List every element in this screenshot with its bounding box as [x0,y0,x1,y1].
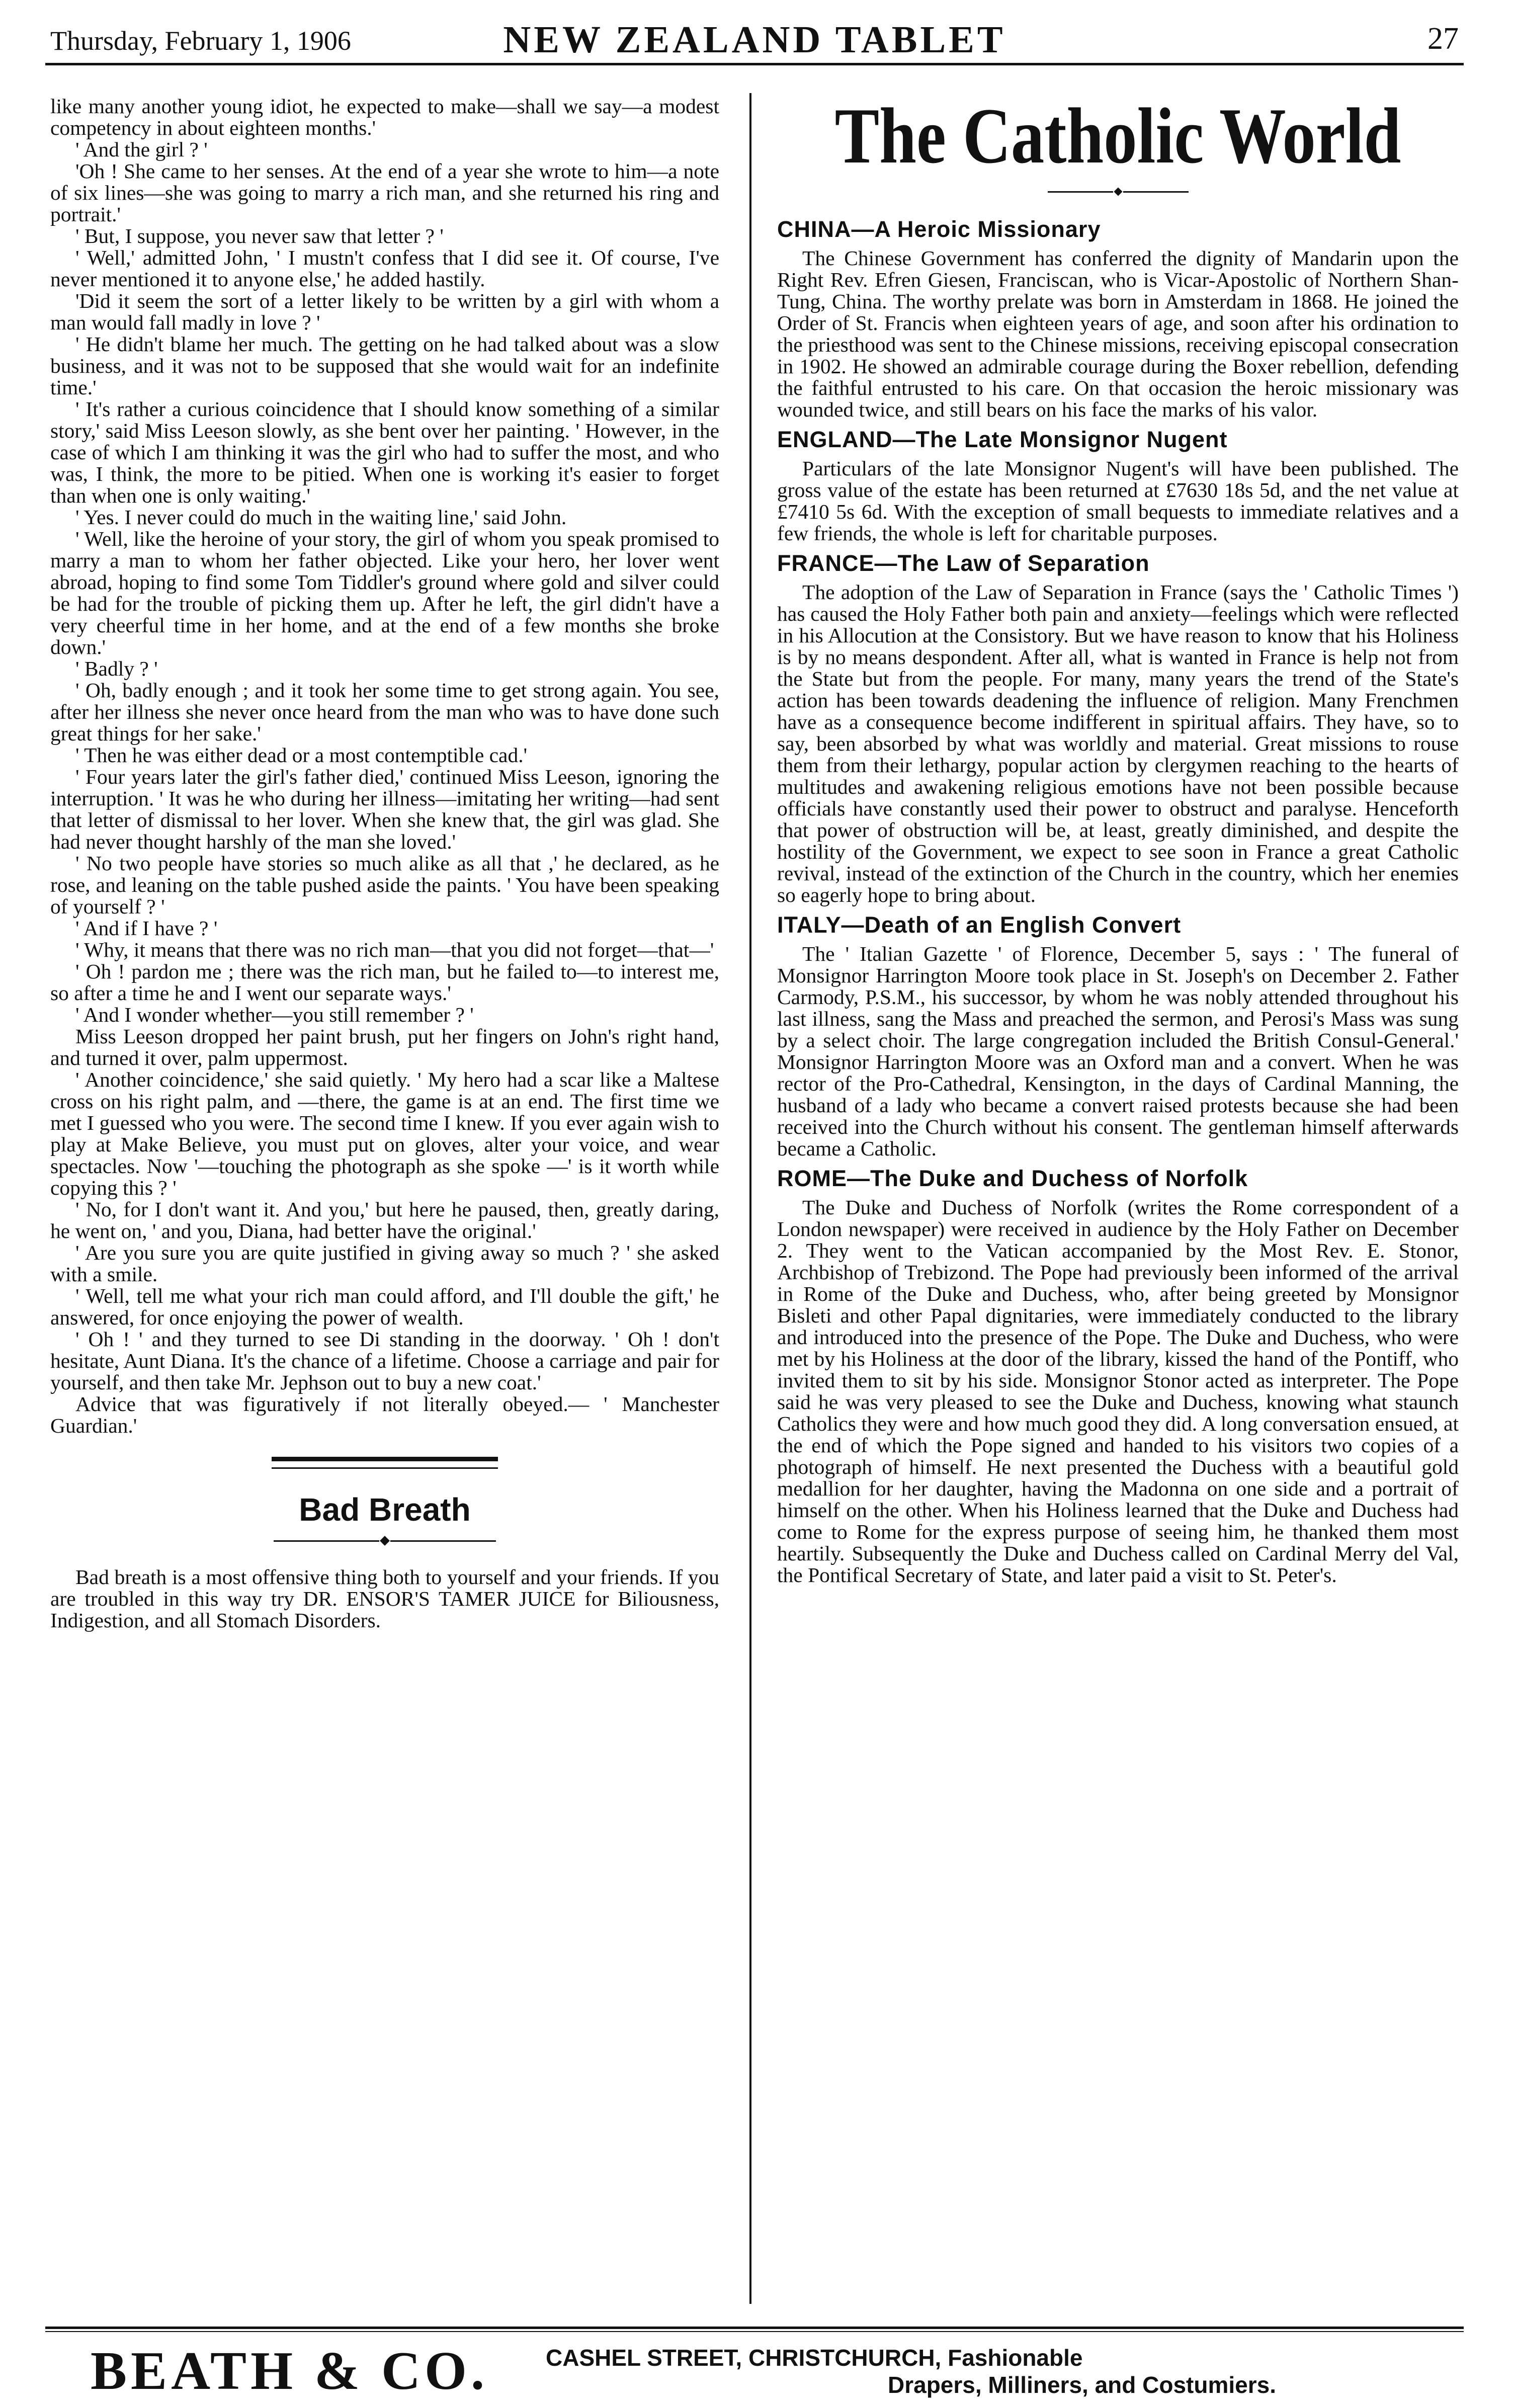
story-paragraph: Miss Leeson dropped her paint brush, put her fingers on John's right hand, and turned it over, palm uppermost. [50,1025,719,1069]
section-heading-italy: ITALY—Death of an English Convert [777,912,1182,938]
section-paragraph: The adoption of the Law of Separation in France (says the ' Catholic Times ') has caused the Holy Father both pain and anxiety—feelings which were reflected in his Allocution at the Consistory. But we have reason to know that his Holiness is by no means despondent. After all, what is wanted in France is help not from the State but from the people. For many, many years the trend of the State's action has been towards deadening the influence of religion. Many Frenchmen have as a consequence become indifferent in spiritual affairs. They have, so to say, been absorbed by what was worldly and material. Great missions to rouse them from their lethargy, popular action by clergymen reaching to the hearts of multitudes and awakening religious emotions have not been possible because officials have constantly used their power to obstruct and paralyse. Henceforth that power of obstruction will be, at least, greatly diminished, and despite the hostility of the Government, we expect to see soon in France a great Catholic revival, instead of the extinction of the Church in the country, which her enemies so eagerly hope to bring about. [777,580,1459,906]
story-paragraph: ' Oh, badly enough ; and it took her some time to get strong again. You see, after her illness she never once heard from the man who was to have done such great things for her sake.' [50,679,719,745]
page-header [45,15,1464,65]
story-paragraph: ' But, I suppose, you never saw that letter ? ' [75,224,444,247]
story-paragraph: ' And I wonder whether—you still remember ? ' [75,1003,474,1026]
section-heading-rome: ROME—The Duke and Duchess of Norfolk [777,1166,1248,1191]
story-paragraph: ' Oh ! pardon me ; there was the rich man, but he failed to—to interest me, so after a time he and I went our separate ways.' [50,960,719,1005]
footer-rule [45,2331,1464,2332]
address-line-2: Drapers, Milliners, and Costumiers. [888,2372,1277,2398]
story-text [50,96,719,1437]
story-paragraph: like many another young idiot, he expected to make—shall we say—a modest competency in about eighteen months.' [50,95,719,139]
ornament-divider [50,1532,719,1547]
masthead: NEW ZEALAND TABLET [503,19,1006,61]
story-paragraph: ' Four years later the girl's father died,' continued Miss Leeson, ignoring the interruption. ' It was he who during her illness—imitating her writing—had sent that letter of dismissal to her lover. When she knew that, the girl was glad. She had never thought harshly of the man she loved.' [50,765,719,853]
issue-date: Thursday, February 1, 1906 [50,26,351,56]
address-line-1: CASHEL STREET, CHRISTCHURCH, Fashionable [546,2345,1083,2371]
right-column [777,92,1459,2309]
left-column [50,96,719,2309]
column-divider [749,93,751,2304]
story-paragraph: ' Another coincidence,' she said quietly. ' My hero had a scar like a Maltese cross on his right palm, and —there, the game is at an end. The first time we met I guessed who you were. The second time I knew. If you ever again wish to play at Make Believe, you must put on gloves, alter your voice, and wear spectacles. Now '—touching the photograph as she spoke —' is it worth while copying this ? ' [50,1068,719,1199]
section-paragraph: Particulars of the late Monsignor Nugent's will have been published. The gross value of the estate has been returned at £7630 18s 5d, and the net value at £7410 5s 6d. With the exception of small bequests to immediate relatives and a few friends, the whole is left for charitable purposes. [777,457,1459,545]
bad-breath-title: Bad Breath [299,1491,471,1528]
section-heading-england: ENGLAND—The Late Monsignor Nugent [777,427,1228,452]
story-paragraph: ' Well, like the heroine of your story, the girl of whom you speak promised to marry a man to whom her father objected. Like your hero, her lover went abroad, hoping to find some Tom Tiddler's ground where gold and silver could be had for the trouble of picking them up. After he left, the girl didn't have a very cheerful time in her home, and at the end of a few months she broke down.' [50,527,719,658]
story-paragraph: ' Oh ! ' and they turned to see Di standing in the doorway. ' Oh ! don't hesitate, Aunt Diana. It's the chance of a lifetime. Choose a carriage and pair for yourself, and then take Mr. Jephson out to buy a new coat.' [50,1327,719,1394]
story-paragraph: ' And the girl ? ' [75,138,208,161]
story-paragraph: ' No two people have stories so much alike as all that ,' he declared, as he rose, and leaning on the table pushed aside the paints. ' You have been speaking of yourself ? ' [50,852,719,918]
story-paragraph: ' Well, tell me what your rich man could afford, and I'll double the gift,' he answered, for once enjoying the power of wealth. [50,1284,719,1329]
advertiser-address [546,2344,1300,2398]
story-paragraph: ' No, for I don't want it. And you,' but here he paused, then, greatly daring, he went on, ' and you, Diana, had better have the original.' [50,1198,719,1242]
story-paragraph: ' He didn't blame her much. The getting on he had talked about was a slow business, and it was not to be supposed that she would wait for an indefinite time.' [50,333,719,399]
story-paragraph: ' Well,' admitted John, ' I mustn't confess that I did see it. Of course, I've never mentioned it to anyone else,' he added hastily. [50,246,719,291]
catholic-world-title: The Catholic World [834,92,1401,180]
story-paragraph: Advice that was figuratively if not literally obeyed.— ' Manchester Guardian.' [50,1392,719,1437]
section-rule [272,1467,498,1469]
story-paragraph: ' Badly ? ' [75,657,158,680]
ornament-divider [777,182,1459,197]
advertiser-name: BEATH & CO. [91,2341,489,2401]
bad-breath-text: Bad breath is a most offensive thing both to yourself and your friends. If you are troubled in this way try DR. ENSOR'S TAMER JUICE for Biliousness, Indigestion, and all Stomach Disorders. [50,1565,719,1632]
story-paragraph: ' Then he was either dead or a most contemptible cad.' [75,743,528,767]
section-rule [272,1457,498,1461]
section-heading-china: CHINA—A Heroic Missionary [777,216,1101,242]
section-paragraph: The Duke and Duchess of Norfolk (writes the Rome correspondent of a London newspaper) were received in audience by the Holy Father on December 2. They went to the Vatican accompanied by the Most Rev. E. Stonor, Archbishop of Trebizond. The Pope had previously been informed of the arrival in Rome of the Duke and Duchess, who, after being greeted by Monsignor Bisleti and other Papal dignitaries, were immediately conducted to the library and introduced into the presence of the Pope. The Duke and Duchess, who were met by his Holiness at the door of the library, kissed the hand of the Pontiff, who invited them to sit by his side. Monsignor Stonor acted as interpreter. The Pope said he was very pleased to see the Duke and Duchess, knowing what staunch Catholics they were and how much good they did. A long conversation ensued, at the end of which the Pope signed and handed to his visitors two copies of a photograph of himself. He next presented the Duchess with a beautiful gold medallion for her daughter, having the Madonna on one side and a portrait of himself on the other. When his Holiness learned that the Duke and Duchess had come to Rome for the express purpose of seeing him, he thanked them most heartily. Subsequently the Duke and Duchess called on Cardinal Merry del Val, the Pontifical Secretary of State, and later paid a visit to St. Peter's. [777,1196,1459,1587]
section-paragraph: The Chinese Government has conferred the dignity of Mandarin upon the Right Rev. Efren Giesen, Franciscan, who is Vicar-Apostolic of Northern Shan-Tung, China. The worthy prelate was born in Amsterdam in 1868. He joined the Order of St. Francis when eighteen years of age, and soon after his ordination to the priesthood was sent to the Chinese missions, receiving episcopal consecration in 1902. He showed an admirable courage during the Boxer rebellion, defending the faithful entrusted to his care. On that occasion the heroic missionary was wounded twice, and still bears on his face the marks of his valor. [777,246,1459,421]
page-number: 27 [1427,22,1459,56]
story-paragraph: ' Are you sure you are quite justified in giving away so much ? ' she asked with a smile. [50,1241,719,1286]
section-paragraph: The ' Italian Gazette ' of Florence, December 5, says : ' The funeral of Monsignor Harrington Moore took place in St. Joseph's on December 2. Father Carmody, P.S.M., his successor, by whom he was nobly attended throughout his last illness, sang the Mass and preached the sermon, and Perosi's Mass was sung by a select choir. The large congregation included the British Consul-General.' Monsignor Harrington Moore was an Oxford man and a convert. When he was rector of the Pro-Cathedral, Kensington, in the days of Cardinal Manning, the husband of a lady who became a convert raised protests because she had been received into the Church without his consent. The gentleman himself afterwards became a Catholic. [777,942,1459,1160]
story-paragraph: ' Yes. I never could do much in the waiting line,' said John. [75,506,567,529]
footer-rule [45,2327,1464,2329]
story-paragraph: 'Oh ! She came to her senses. At the end of a year she wrote to him—a note of six lines—she was going to marry a rich man, and she returned his ring and portrait.' [50,159,719,226]
story-paragraph: ' Why, it means that there was no rich man—that you did not forget—that—' [75,938,714,961]
story-paragraph: ' And if I have ? ' [75,917,218,940]
story-paragraph: ' It's rather a curious coincidence that I should know something of a similar story,' said Miss Leeson slowly, as she bent over her painting. ' However, in the case of which I am thinking it was the girl who had to suffer the most, and who was, I think, the more to be pitied. When one is working it's easier to forget than when one is only waiting.' [50,397,719,507]
story-paragraph: 'Did it seem the sort of a letter likely to be written by a girl with whom a man would fall madly in love ? ' [50,289,719,334]
section-heading-france: FRANCE—The Law of Separation [777,550,1150,576]
